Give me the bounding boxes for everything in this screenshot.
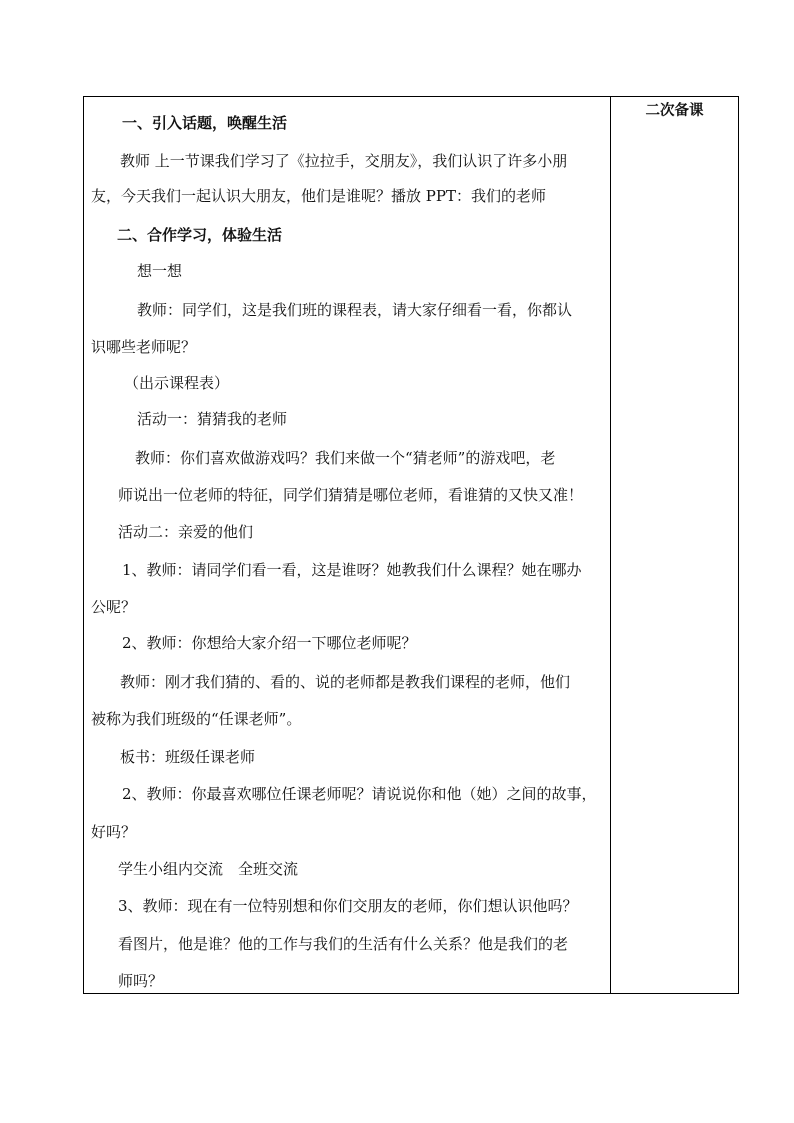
paragraph-line: 看图片，他是谁？他的工作与我们的生活有什么关系？他是我们的老 [118,935,569,953]
paragraph-line: 师说出一位老师的特征，同学们猜猜是哪位老师，看谁猜的又快又准！ [118,486,584,504]
paragraph-line: 教师：你们喜欢做游戏吗？我们来做一个“猜老师”的游戏吧，老 [135,449,556,467]
lesson-content-cell [84,97,611,993]
paragraph-line: 学生小组内交流 全班交流 [118,860,299,878]
paragraph-line: 被称为我们班级的“任课老师”。 [91,710,302,728]
paragraph-line: 教师：同学们，这是我们班的课程表，请大家仔细看一看，你都认 [137,301,573,319]
paragraph-line: 1、教师：请同学们看一看，这是谁呀？她教我们什么课程？她在哪办 [122,561,582,579]
lesson-plan-table [83,96,739,994]
activity-label: 活动二：亲爱的他们 [118,523,254,541]
paragraph-line: 3、教师：现在有一位特别想和你们交朋友的老师，你们想认识他吗？ [118,897,578,915]
paragraph-line: 教师：刚才我们猜的、看的、说的老师都是教我们课程的老师，他们 [120,673,571,691]
paragraph-line: 公呢？ [91,598,137,616]
paragraph-line: 教师 上一节课我们学习了《拉拉手，交朋友》，我们认识了许多小朋 [120,152,568,170]
section-heading-cooperative: 二、合作学习，体验生活 [117,226,283,244]
paragraph-line: 友，今天我们一起认识大朋友，他们是谁呢？播放 PPT：我们的老师 [91,187,546,205]
second-preparation-title: 二次备课 [645,102,704,119]
activity-label: 活动一：猜猜我的老师 [137,410,288,428]
paragraph-line: 2、教师：你想给大家介绍一下哪位老师呢？ [122,634,417,652]
paragraph-line: 师吗？ [118,972,164,990]
paragraph-line: （出示课程表） [124,374,230,392]
second-preparation-cell [611,97,738,993]
activity-label: 想一想 [137,262,183,280]
paragraph-line: 2、教师：你最喜欢哪位任课老师呢？请说说你和他（她）之间的故事， [122,785,597,803]
paragraph-line: 好吗？ [91,823,137,841]
paragraph-line: 板书：班级任课老师 [120,748,256,766]
section-heading-intro: 一、引入话题，唤醒生活 [122,114,288,132]
paragraph-line: 识哪些老师呢？ [91,338,197,356]
